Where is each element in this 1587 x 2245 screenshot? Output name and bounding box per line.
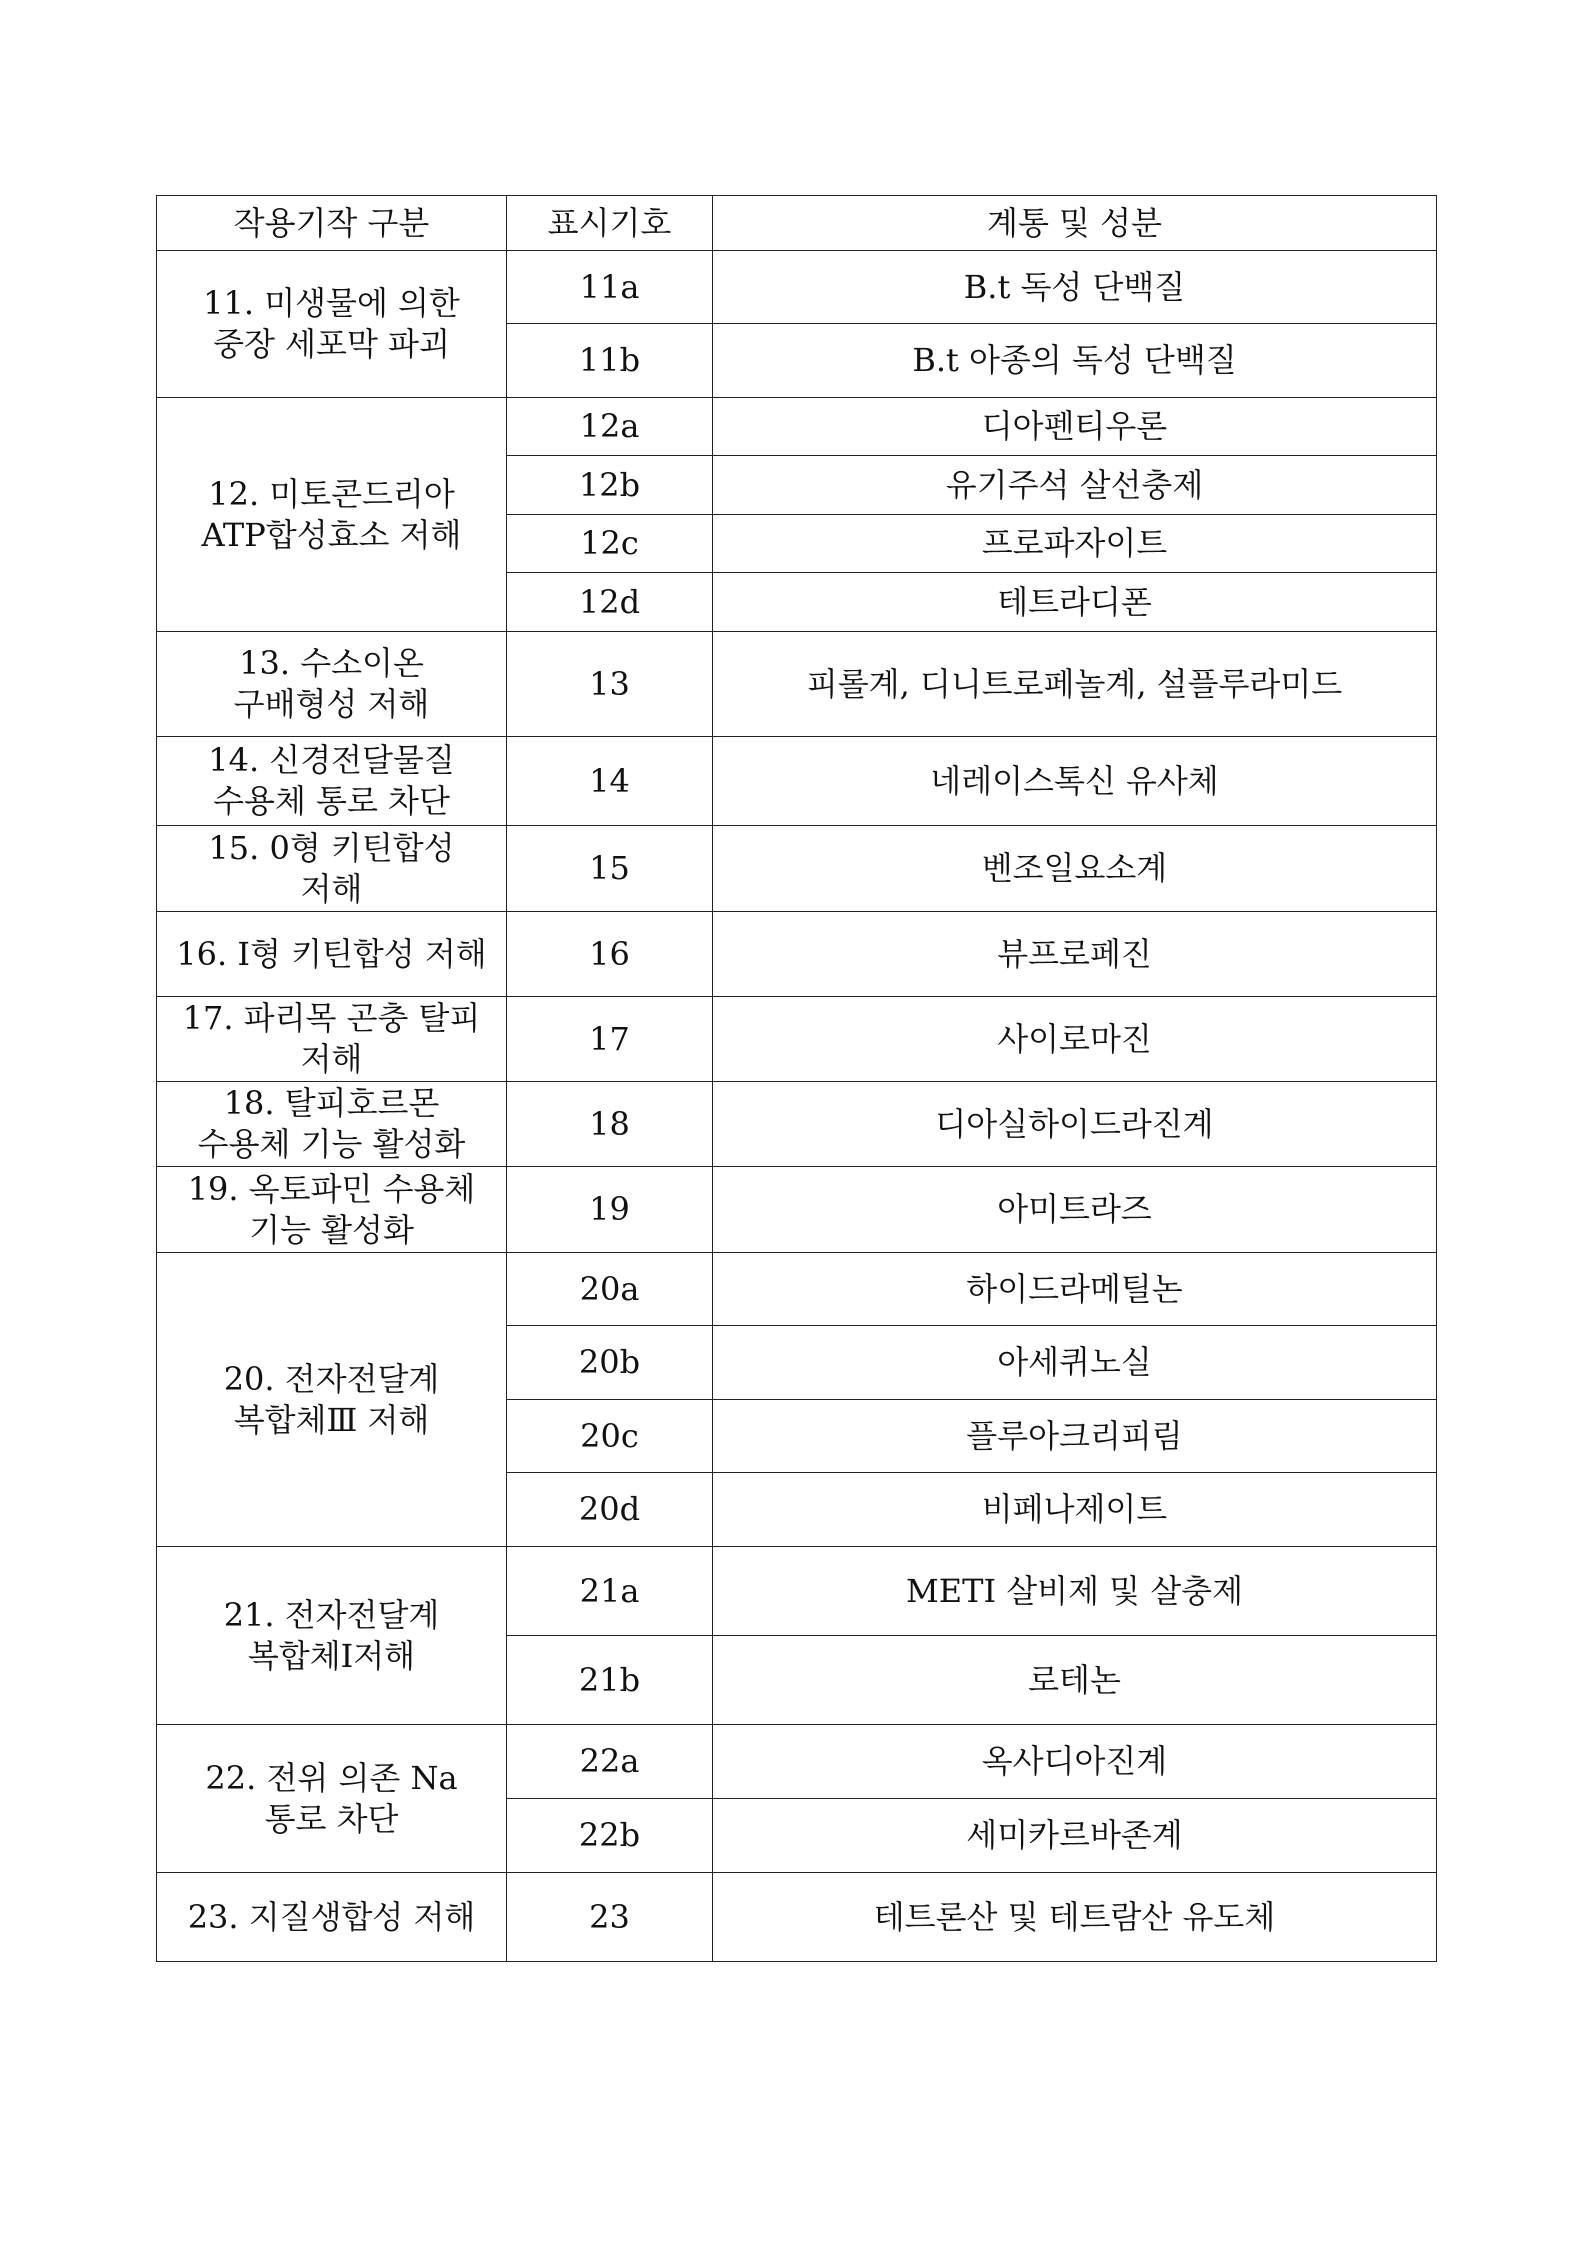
table-body <box>157 251 1437 1962</box>
category-cell: 12. 미토콘드리아 ATP합성효소 저해 <box>157 398 507 632</box>
category-cell: 11. 미생물에 의한 중장 세포막 파괴 <box>157 251 507 398</box>
class-cell: 네레이스톡신 유사체 <box>713 737 1437 826</box>
code-cell: 14 <box>507 737 713 826</box>
category-cell: 20. 전자전달계 복합체Ⅲ 저해 <box>157 1253 507 1547</box>
header-row <box>157 196 1437 251</box>
code-cell: 23 <box>507 1873 713 1962</box>
class-cell: 아세퀴노실 <box>713 1326 1437 1400</box>
code-cell: 22a <box>507 1725 713 1799</box>
table-row <box>157 1082 1437 1167</box>
code-cell: 11a <box>507 251 713 324</box>
category-cell: 23. 지질생합성 저해 <box>157 1873 507 1962</box>
code-cell: 15 <box>507 826 713 912</box>
class-cell: 아미트라즈 <box>713 1167 1437 1253</box>
moa-classification-table <box>156 195 1437 1962</box>
header-category: 작용기작 구분 <box>157 196 507 251</box>
category-cell: 21. 전자전달계 복합체Ⅰ저해 <box>157 1547 507 1725</box>
class-cell: B.t 독성 단백질 <box>713 251 1437 324</box>
code-cell: 12d <box>507 573 713 632</box>
class-cell: METI 살비제 및 살충제 <box>713 1547 1437 1636</box>
code-cell: 12b <box>507 456 713 515</box>
category-cell: 17. 파리목 곤충 탈피 저해 <box>157 997 507 1082</box>
category-cell: 16. Ⅰ형 키틴합성 저해 <box>157 912 507 997</box>
table-row <box>157 1253 1437 1326</box>
header-code: 표시기호 <box>507 196 713 251</box>
code-cell: 21a <box>507 1547 713 1636</box>
category-cell: 18. 탈피호르몬 수용체 기능 활성화 <box>157 1082 507 1167</box>
class-cell: 프로파자이트 <box>713 515 1437 573</box>
class-cell: 사이로마진 <box>713 997 1437 1082</box>
code-cell: 18 <box>507 1082 713 1167</box>
class-cell: 하이드라메틸논 <box>713 1253 1437 1326</box>
code-cell: 20b <box>507 1326 713 1400</box>
code-cell: 22b <box>507 1799 713 1873</box>
category-cell: 15. 0형 키틴합성 저해 <box>157 826 507 912</box>
code-cell: 13 <box>507 632 713 737</box>
table-row <box>157 632 1437 737</box>
class-cell: 옥사디아진계 <box>713 1725 1437 1799</box>
table-row <box>157 1725 1437 1799</box>
table-row <box>157 826 1437 912</box>
table-row <box>157 1547 1437 1636</box>
table-row <box>157 737 1437 826</box>
class-cell: 플루아크리피림 <box>713 1400 1437 1473</box>
code-cell: 17 <box>507 997 713 1082</box>
header-class: 계통 및 성분 <box>713 196 1437 251</box>
class-cell: 디아실하이드라진계 <box>713 1082 1437 1167</box>
class-cell: 디아펜티우론 <box>713 398 1437 456</box>
category-cell: 19. 옥토파민 수용체 기능 활성화 <box>157 1167 507 1253</box>
class-cell: 피롤계, 디니트로페놀계, 설플루라미드 <box>713 632 1437 737</box>
class-cell: 테트론산 및 테트람산 유도체 <box>713 1873 1437 1962</box>
table-row <box>157 997 1437 1082</box>
category-cell: 13. 수소이온 구배형성 저해 <box>157 632 507 737</box>
class-cell: 벤조일요소계 <box>713 826 1437 912</box>
table-row <box>157 251 1437 324</box>
table-row <box>157 1873 1437 1962</box>
table-row <box>157 912 1437 997</box>
class-cell: 세미카르바존계 <box>713 1799 1437 1873</box>
class-cell: 테트라디폰 <box>713 573 1437 632</box>
code-cell: 20d <box>507 1473 713 1547</box>
code-cell: 12c <box>507 515 713 573</box>
code-cell: 12a <box>507 398 713 456</box>
class-cell: B.t 아종의 독성 단백질 <box>713 324 1437 398</box>
class-cell: 유기주석 살선충제 <box>713 456 1437 515</box>
class-cell: 로테논 <box>713 1636 1437 1725</box>
class-cell: 비페나제이트 <box>713 1473 1437 1547</box>
code-cell: 20c <box>507 1400 713 1473</box>
code-cell: 16 <box>507 912 713 997</box>
code-cell: 11b <box>507 324 713 398</box>
code-cell: 20a <box>507 1253 713 1326</box>
code-cell: 19 <box>507 1167 713 1253</box>
category-cell: 22. 전위 의존 Na 통로 차단 <box>157 1725 507 1873</box>
table-row <box>157 398 1437 456</box>
code-cell: 21b <box>507 1636 713 1725</box>
table-row <box>157 1167 1437 1253</box>
category-cell: 14. 신경전달물질 수용체 통로 차단 <box>157 737 507 826</box>
class-cell: 뷰프로페진 <box>713 912 1437 997</box>
